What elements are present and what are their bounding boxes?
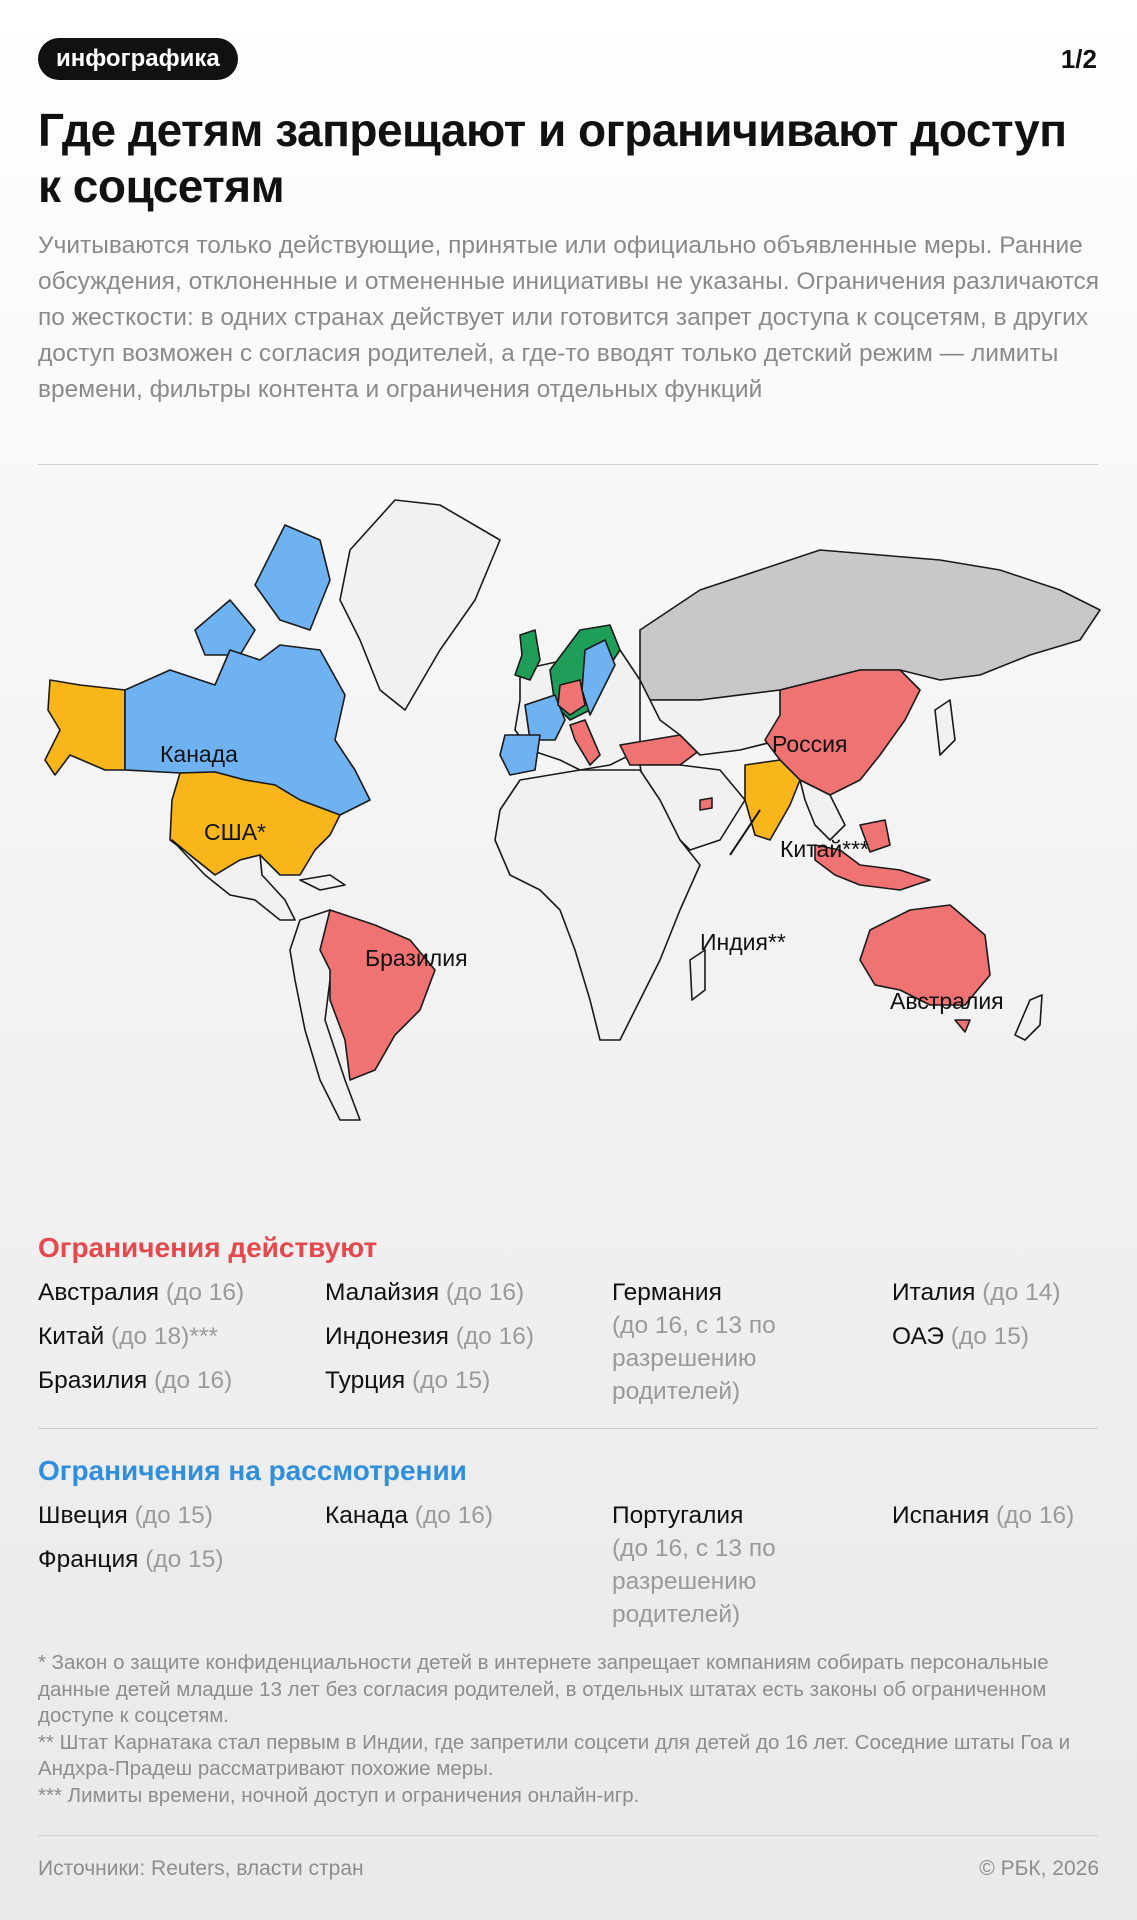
lead-text: Учитываются только действующие, принятые или официально объявленные меры. Ранние обсуждения, отклоненные и отмененные инициативы не указаны. Ограничения различаются по жесткости: в одних странах действует или готовится запрет доступа к соцсетям, в других доступ возможен с согласия родителей, а где-то вводят только детский режим — лимиты времени, фильтры контента и ограничения отдельных функций — [38, 232, 1100, 403]
considered-item-spain: Испания (до 16) — [892, 1502, 1075, 1529]
iberia-shape — [500, 735, 540, 775]
active-item-china: Китай (до 18)*** — [38, 1323, 218, 1350]
japan-shape — [935, 700, 955, 755]
divider-middle — [38, 1428, 1098, 1429]
new-zealand-shape — [1015, 995, 1042, 1040]
map-label-china: Китай*** — [780, 836, 870, 862]
tasmania-shape — [955, 1020, 970, 1032]
active-item-germany: Германия (до 16, с 13 по разрешению родителей) — [612, 1279, 776, 1405]
considered-section-title: Ограничения на рассмотрении — [38, 1455, 467, 1486]
active-item-australia: Австралия (до 16) — [38, 1279, 245, 1306]
map-label-india: Индия** — [700, 929, 786, 955]
footnotes — [38, 1650, 1108, 1809]
considered-item-portugal: Португалия (до 16, с 13 по разрешению родителей) — [612, 1502, 776, 1628]
footnote-3: *** Лимиты времени, ночной доступ и ограничения онлайн-игр. — [38, 1783, 640, 1807]
map-label-brazil: Бразилия — [365, 945, 468, 971]
caribbean-shape — [300, 875, 345, 890]
page-title: Где детям запрещают и ограничивают доступ к соцсетям — [38, 104, 1067, 212]
copyright-text: © РБК, 2026 — [979, 1857, 1099, 1880]
active-item-uae: ОАЭ (до 15) — [892, 1323, 1030, 1350]
footnote-1: * Закон о защите конфиденциальности детей в интернете запрещает компаниям собирать персональные данные детей младше 13 лет без согласия родителей, в отдельных штатах есть законы об ограниченном доступе к соцсетям. — [38, 1651, 1049, 1727]
active-item-indonesia: Индонезия (до 16) — [325, 1323, 534, 1350]
alaska-shape — [45, 680, 125, 775]
uae-shape — [700, 798, 712, 810]
map-label-canada: Канада — [160, 741, 238, 767]
world-map-svg — [0, 480, 1137, 1180]
divider-bottom — [38, 1835, 1098, 1836]
page-counter: 1/2 — [1060, 44, 1097, 74]
india-shape — [745, 760, 800, 840]
footnote-2: ** Штат Карнатака стал первым в Индии, где запретили соцсети для детей до 16 лет. Соседние штаты Гоа и Андхра-Прадеш рассматривают похожие меры. — [38, 1730, 1071, 1780]
world-map — [0, 480, 1137, 1180]
active-item-turkey: Турция (до 15) — [325, 1367, 491, 1394]
considered-item-sweden: Швеция (до 15) — [38, 1502, 213, 1529]
considered-item-canada: Канада (до 16) — [325, 1502, 494, 1529]
divider-top — [38, 464, 1098, 465]
madagascar-shape — [690, 950, 705, 1000]
active-item-brazil: Бразилия (до 16) — [38, 1367, 233, 1394]
sources-text: Источники: Reuters, власти стран — [38, 1857, 364, 1880]
map-label-australia: Австралия — [890, 988, 1004, 1014]
canada-islands-shape-2 — [195, 600, 255, 655]
map-label-russia: Россия — [772, 731, 848, 757]
active-item-malaysia: Малайзия (до 16) — [325, 1279, 525, 1306]
active-section-title: Ограничения действуют — [38, 1232, 378, 1263]
map-label-usa: США* — [204, 819, 266, 845]
canada-islands-shape — [255, 525, 330, 630]
category-badge: инфографика — [38, 38, 238, 80]
greenland-shape — [340, 500, 500, 710]
considered-item-france: Франция (до 15) — [38, 1546, 224, 1573]
active-item-italy: Италия (до 14) — [892, 1279, 1061, 1306]
